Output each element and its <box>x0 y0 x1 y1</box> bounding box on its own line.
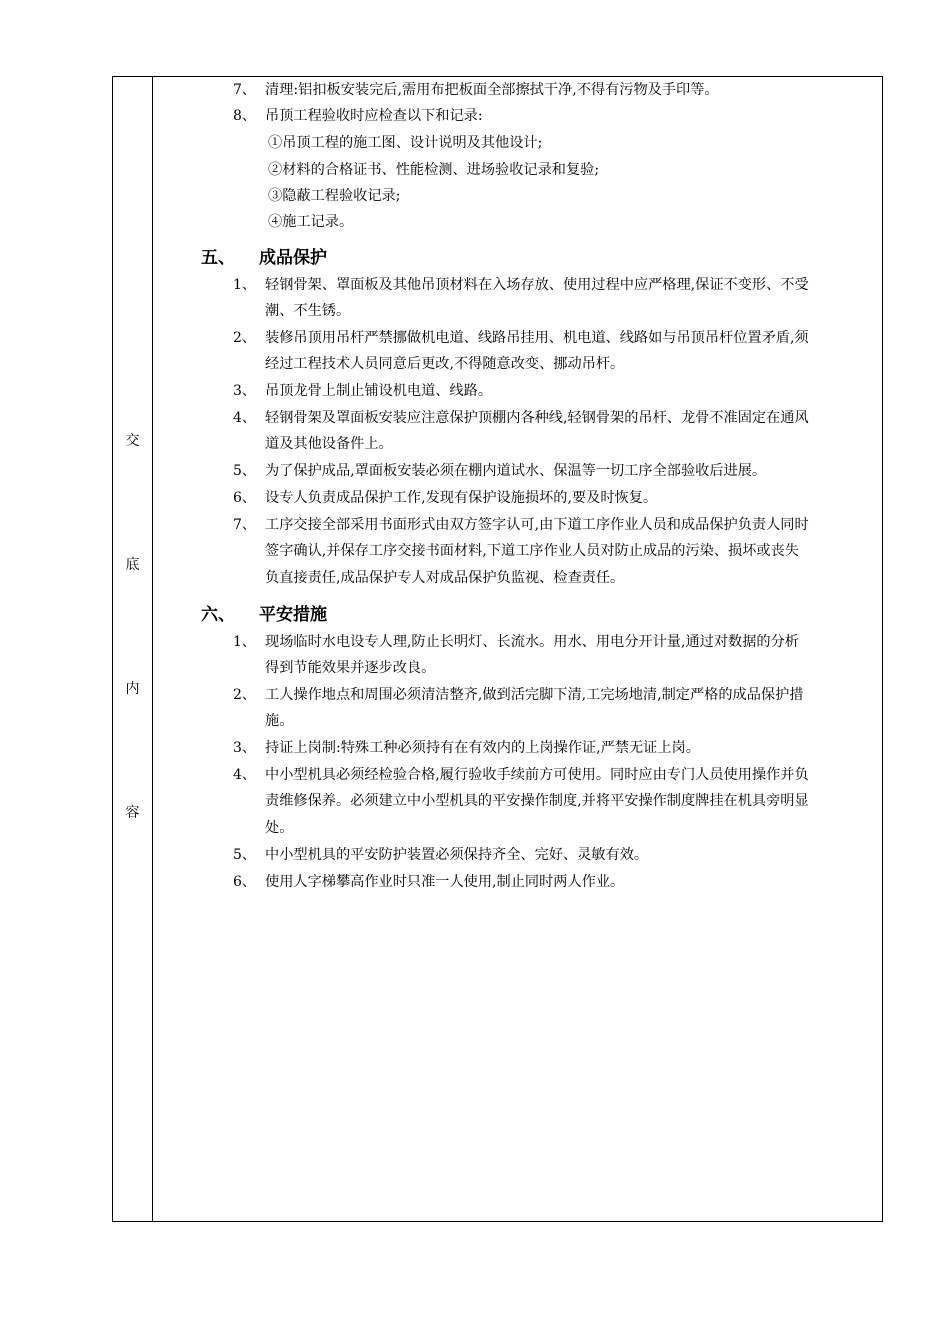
item-number: 4、 <box>233 767 256 783</box>
item-text: 轻钢骨架及罩面板安装应注意保护顶棚内各种线,轻钢骨架的吊杆、龙骨不准固定在通风 <box>265 410 809 426</box>
item-text: 持证上岗制:特殊工种必须持有在有效内的上岗操作证,严禁无证上岗。 <box>265 740 700 756</box>
item-text: 工序交接全部采用书面形式由双方签字认可,由下道工序作业人员和成品保护负责人同时 <box>265 517 809 533</box>
item-text: 现场临时水电设专人理,防止长明灯、长流水。用水、用电分开计量,通过对数据的分析 <box>265 634 799 650</box>
sub-item: ①吊顶工程的施工图、设计说明及其他设计; <box>268 135 543 151</box>
item-text: 中小型机具必须经检验合格,履行验收手续前方可使用。同时应由专门人员使用操作并负 <box>265 767 809 783</box>
item-text: 清理:铝扣板安装完后,需用布把板面全部擦拭干净,不得有污物及手印等。 <box>265 82 719 98</box>
item-text: 设专人负责成品保护工作,发现有保护设施损坏的,要及时恢复。 <box>265 490 658 506</box>
item-number: 3、 <box>233 383 256 399</box>
item-number: 3、 <box>233 740 256 756</box>
sub-item: ③隐蔽工程验收记录; <box>268 188 401 204</box>
item-text: 工人操作地点和周围必须清洁整齐,做到活完脚下清,工完场地清,制定严格的成品保护措 <box>265 687 804 703</box>
section-title: 成品保护 <box>259 248 327 268</box>
item-number: 6、 <box>233 490 256 506</box>
item-number: 1、 <box>233 277 256 293</box>
item-number: 2、 <box>233 687 256 703</box>
item-text: 吊顶龙骨上制止铺设机电道、线路。 <box>265 383 493 399</box>
item-number: 5、 <box>233 463 256 479</box>
item-number: 5、 <box>233 847 256 863</box>
section-number: 六、 <box>201 605 235 625</box>
item-text: 为了保护成品,罩面板安装必须在棚内道试水、保温等一切工序全部验收后进展。 <box>265 463 767 479</box>
side-label-char: 内 <box>125 681 140 697</box>
item-text: 使用人字梯攀高作业时只准一人使用,制止同时两人作业。 <box>265 874 625 890</box>
item-text: 潮、不生锈。 <box>265 303 351 319</box>
section-number: 五、 <box>201 248 235 268</box>
item-text: 施。 <box>265 713 294 729</box>
content-cell <box>153 77 882 1221</box>
item-number: 7、 <box>233 517 256 533</box>
item-number: 7、 <box>233 82 256 98</box>
item-number: 8、 <box>233 108 256 124</box>
side-label-column <box>113 77 153 1221</box>
item-text: 装修吊顶用吊杆严禁挪做机电道、线路吊挂用、机电道、线路如与吊顶吊杆位置矛盾,须 <box>265 330 809 346</box>
item-text: 得到节能效果并逐步改良。 <box>265 660 436 676</box>
item-text: 负直接责任,成品保护专人对成品保护负监视、检查责任。 <box>265 570 625 586</box>
item-text: 轻钢骨架、罩面板及其他吊顶材料在入场存放、使用过程中应严格理,保证不变形、不受 <box>265 277 809 293</box>
item-text: 中小型机具的平安防护装置必须保持齐全、完好、灵敏有效。 <box>265 847 649 863</box>
item-number: 4、 <box>233 410 256 426</box>
item-text: 责维修保养。必须建立中小型机具的平安操作制度,并将平安操作制度牌挂在机具旁明显 <box>265 793 809 809</box>
item-number: 2、 <box>233 330 256 346</box>
item-text: 经过工程技术人员同意后更改,不得随意改变、挪动吊杆。 <box>265 356 625 372</box>
side-label-char: 容 <box>125 805 140 821</box>
item-number: 6、 <box>233 874 256 890</box>
item-text: 签字确认,并保存工序交接书面材料,下道工序作业人员对防止成品的污染、损坏或丧失 <box>265 543 799 559</box>
sub-item: ②材料的合格证书、性能检测、进场验收记录和复验; <box>268 162 600 178</box>
side-label-char: 交 <box>125 433 140 449</box>
item-text: 处。 <box>265 820 294 836</box>
item-text: 道及其他设备件上。 <box>265 436 393 452</box>
sub-item: ④施工记录。 <box>268 214 354 230</box>
section-title: 平安措施 <box>259 605 327 625</box>
item-text: 吊顶工程验收时应检查以下和记录: <box>265 108 483 124</box>
item-number: 1、 <box>233 634 256 650</box>
document-table <box>112 76 883 1222</box>
side-label-char: 底 <box>125 557 140 573</box>
